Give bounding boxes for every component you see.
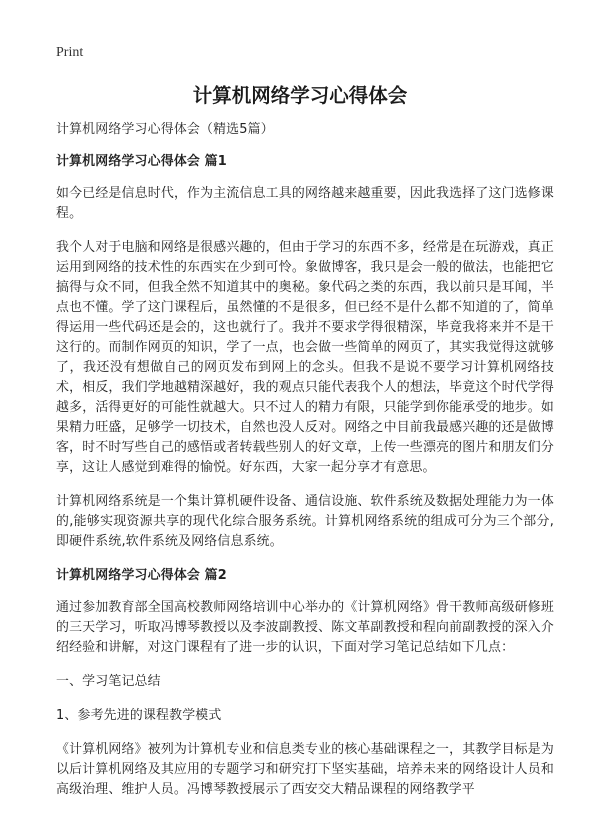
section-heading-1: 计算机网络学习心得体会 篇1	[56, 154, 227, 169]
subheading: 1、参考先进的课程教学模式	[56, 708, 222, 723]
paragraph: 计算机网络系统是一个集计算机硬件设备、通信设施、软件系统及数据处理能力为一体的,能够实现资源共享的现代化综合服务系统。计算机网络系统的组成可分为三个部分,即硬件系统,软件系统及网络信息系统。	[56, 494, 554, 549]
paragraph: 通过参加教育部全国高校教师网络培训中心举办的《计算机网络》骨干教师高级研修班的三天学习，听取冯博琴教授以及李波副教授、陈文革副教授和程向前副教授的深入介绍经验和讲解，对这门课程有了进一步的认识，下面对学习笔记总结如下几点：	[56, 600, 554, 655]
paragraph: 《计算机网络》被列为计算机专业和信息类专业的核心基础课程之一，其教学目标是为以后计算机网络及其应用的专题学习和研究打下坚实基础，培养未来的网络设计人员和高级治理、维护人员。冯博琴教授展示了西安交大精品课程的网络教学平	[56, 742, 554, 797]
document-subtitle: 计算机网络学习心得体会（精选5篇）	[56, 122, 274, 137]
document-body	[56, 120, 554, 814]
paragraph: 我个人对于电脑和网络是很感兴趣的，但由于学习的东西不多，经常是在玩游戏，真正运用到网络的技术性的东西实在少到可怜。象做博客，我只是会一般的做法，也能把它搞得与众不同，但我全然不知道其中的奥秘。象代码之类的东西，我以前只是耳闻，半点也不懂。学了这门课程后，虽然懂的不是很多，但已经不是什么都不知道的了，简单得运用一些代码还是会的，这也就行了。我并不要求学得很精深，毕竟我将来并不是干这行的。而制作网页的知识，学了一点，也会做一些简单的网页了，其实我觉得这就够了，我还没有想做自己的网页发布到网上的念头。但我不是说不要学习计算机网络技术，相反，我们学地越精深越好，我的观点只能代表我个人的想法，毕竟这个时代学得越多，活得更好的可能性就越大。只不过人的精力有限，只能学到你能承受的地步。如果精力旺盛，足够学一切技术，自然也没人反对。网络之中目前我最感兴趣的还是做博客，时不时写些自己的感悟或者转载些别人的好文章，上传一些漂亮的图片和朋友们分享，这让人感觉到难得的愉悦。好东西，大家一起分享才有意思。	[56, 240, 554, 475]
section-heading-2: 计算机网络学习心得体会 篇2	[56, 568, 227, 583]
subheading: 一、学习笔记总结	[56, 674, 161, 689]
paragraph: 如今已经是信息时代，作为主流信息工具的网络越来越重要，因此我选择了这门选修课程。	[56, 186, 554, 221]
print-link[interactable]: Print	[56, 45, 84, 60]
document-title: 计算机网络学习心得体会	[192, 84, 408, 107]
